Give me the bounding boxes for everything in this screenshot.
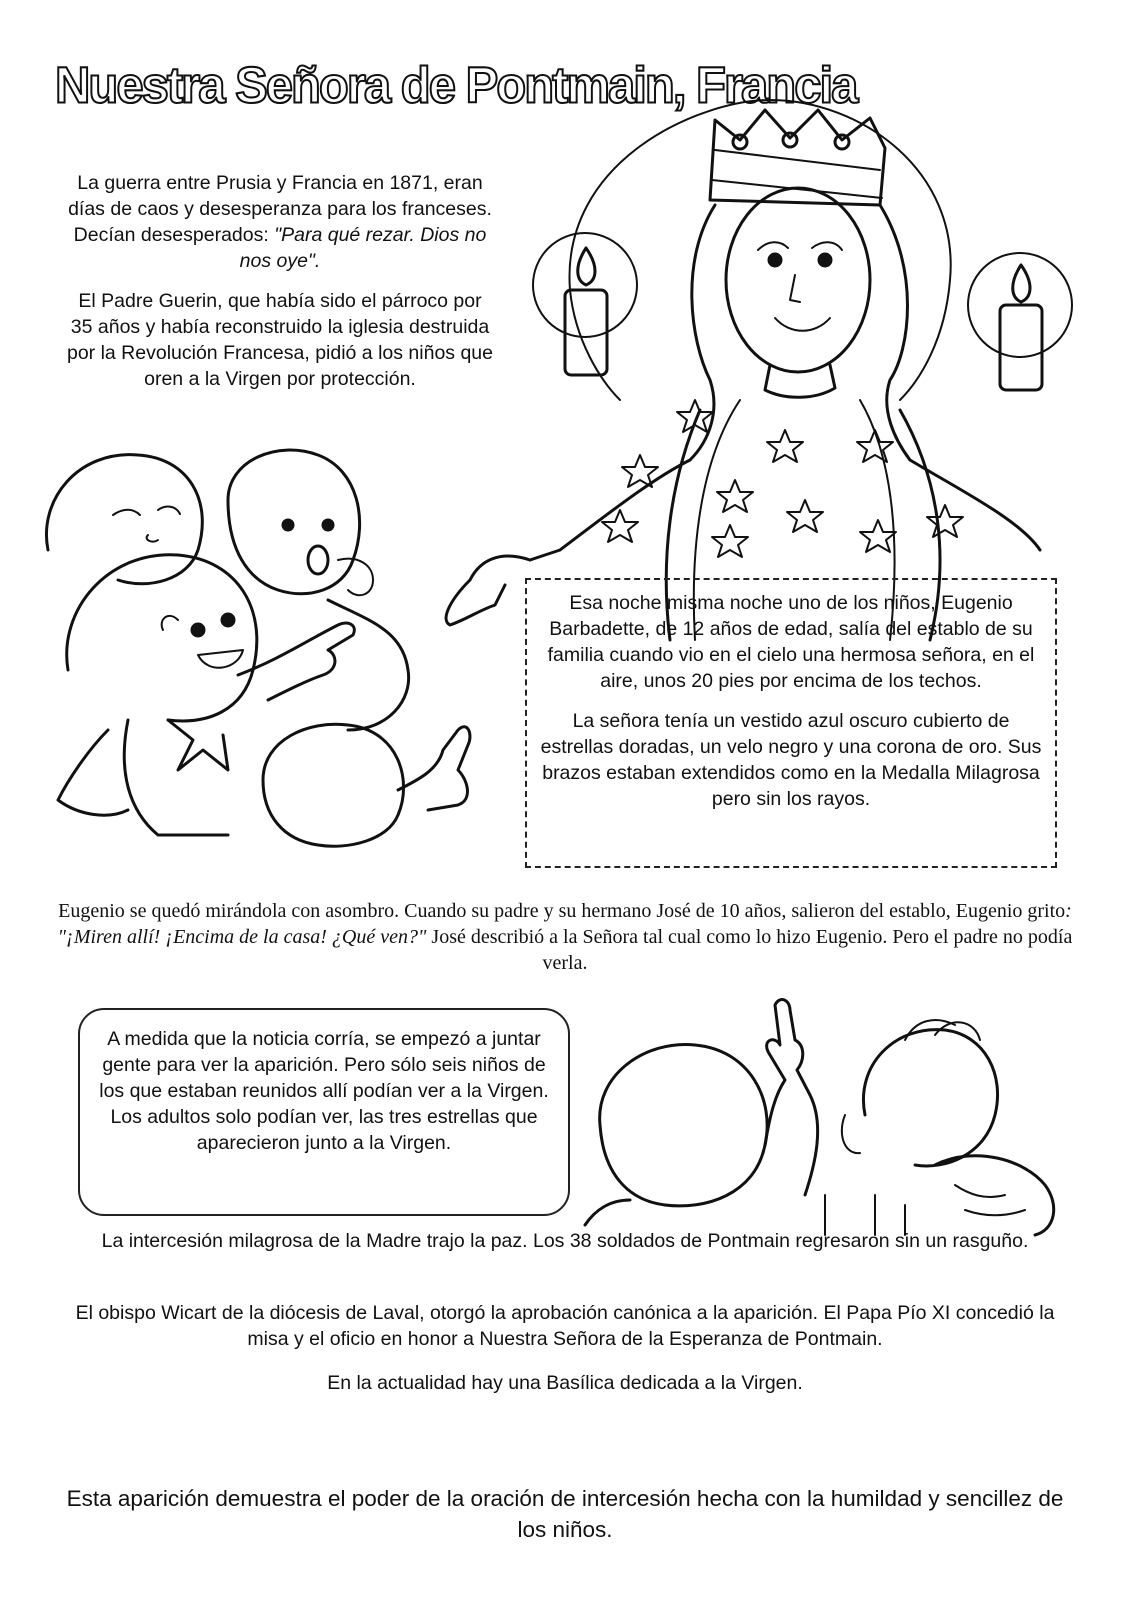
bottom-paragraph-1: La intercesión milagrosa de la Madre trajo la paz. Los 38 soldados de Pontmain regresaron sin un rasguño. (101, 1230, 1029, 1252)
intro-paragraph-1 (65, 170, 495, 274)
middle-quote: : "¡Miren allí! ¡Encima de la casa! ¿Qué ven?" (57, 900, 1072, 948)
story-box-dashed (525, 578, 1057, 868)
intro-text-1: La guerra entre Prusia y Francia en 1871, eran días de caos y desesperanza para los franceses. Decían desesperados: (68, 172, 492, 246)
middle-paragraph (40, 898, 1090, 976)
story-paragraph-2: La señora tenía un vestido azul oscuro cubierto de estrellas doradas, un velo negro y una corona de oro. Sus brazos estaban extendidos como en la Medalla Milagrosa pero sin los rayos. (540, 710, 1042, 810)
virgin-mary-illustration (440, 80, 1080, 660)
children-illustration (28, 440, 498, 860)
story-paragraph-1: Esa noche misma noche uno de los niños, Eugenio Barbadette, de 12 años de edad, salía del establo de su familia cuando vio en el cielo una hermosa señora, en el aire, unos 20 pies por encima de los techos. (547, 592, 1035, 692)
bottom-paragraph-3: En la actualidad hay una Basílica dedicada a la Virgen. (327, 1372, 803, 1394)
bottom-paragraph-2: El obispo Wicart de la diócesis de Laval, otorgó la aprobación canónica a la aparición. El Papa Pío XI concedió la misa y el oficio en honor a Nuestra Señora de la Esperanza de Pontmain. (75, 1302, 1055, 1350)
rounded-box-text: A medida que la noticia corría, se empezó a juntar gente para ver la aparición. Pero sólo seis niños de los que estaban reunidos allí podían ver a la Virgen. Los adultos solo podían ver, las tres estrellas que aparecieron junto a la Virgen. (99, 1028, 549, 1154)
intro-text (65, 170, 495, 406)
middle-text-1: Eugenio se quedó mirándola con asombro. Cuando su padre y su hermano José de 10 años, salieron del establo, Eugenio grito (58, 900, 1066, 922)
story-box-rounded (78, 1008, 570, 1216)
conclusion: Esta aparición demuestra el poder de la oración de intercesión hecha con la humildad y sencillez de los niños. (66, 1485, 1064, 1542)
children-looking-up-illustration (575, 995, 1075, 1235)
intro-paragraph-2: El Padre Guerin, que había sido el párroco por 35 años y había reconstruido la iglesia destruida por la Revolución Francesa, pidió a los niños que oren a la Virgen por protección. (66, 290, 493, 390)
middle-text-2: José describió a la Señora tal cual como lo hizo Eugenio. Pero el padre no podía verla. (426, 926, 1073, 974)
intro-quote: "Para qué rezar. Dios no nos oye". (239, 224, 487, 272)
page-title: Nuestra Señora de Pontmain, Francia (55, 57, 857, 114)
